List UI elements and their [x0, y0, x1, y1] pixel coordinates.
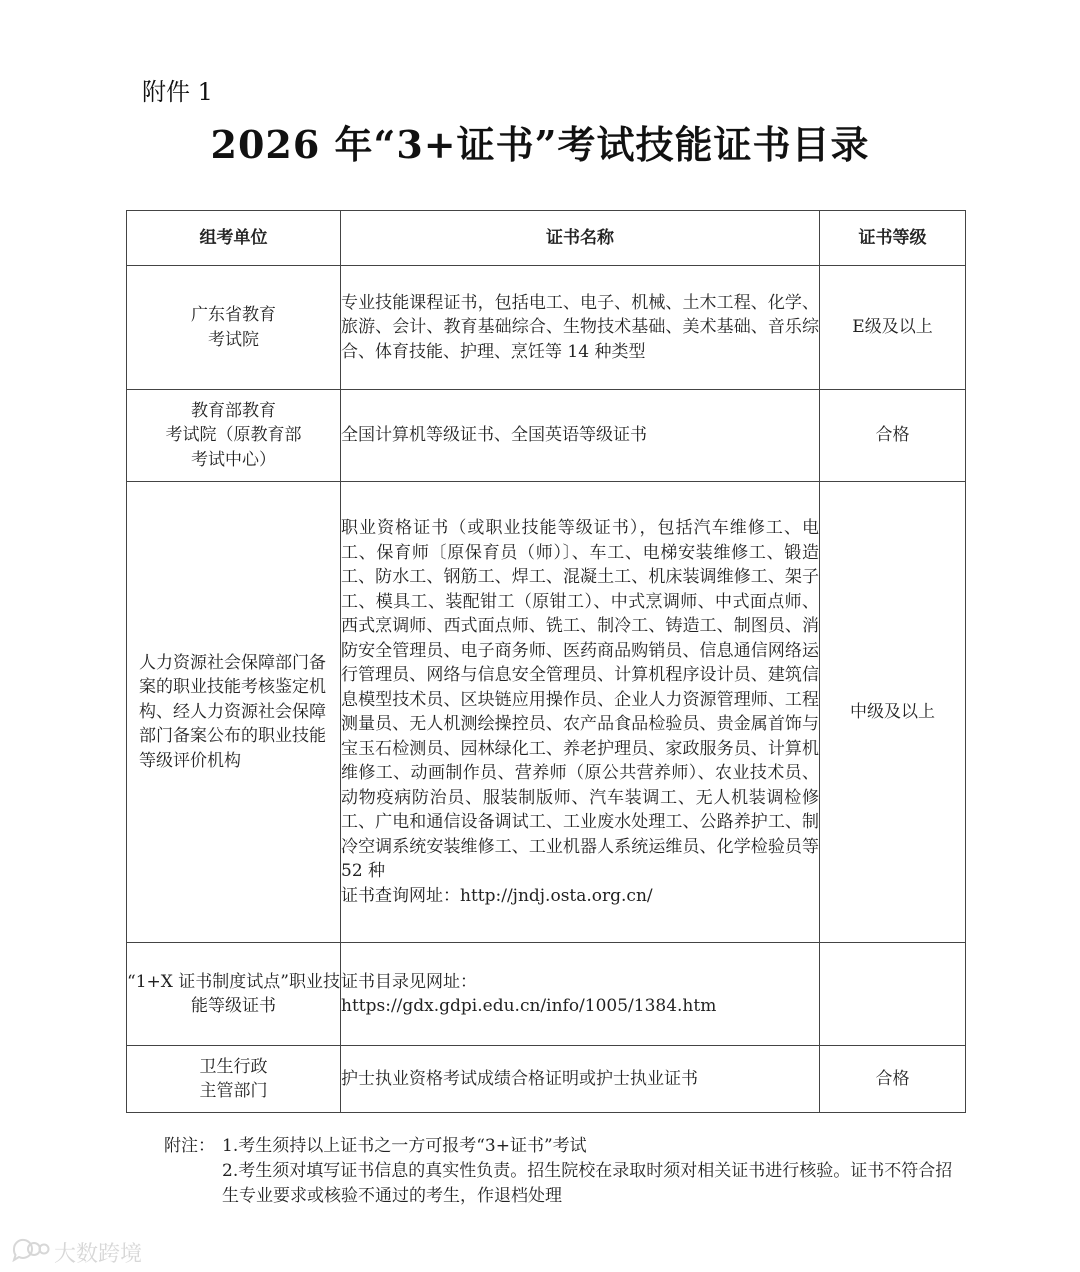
- unit-cell: 人力资源社会保障部门备案的职业技能考核鉴定机构、经人力资源社会保障部门备案公布的职业技能等级评价机构: [127, 482, 341, 943]
- certificate-name-cell: 全国计算机等级证书、全国英语等级证书: [341, 390, 820, 482]
- unit-cell: “1+X 证书制度试点”职业技能等级证书: [127, 943, 341, 1046]
- column-header-unit: 组考单位: [127, 211, 341, 266]
- table-row: [127, 390, 966, 482]
- note-item: [164, 1159, 954, 1209]
- note-text: 2.考生须对填写证书信息的真实性负责。招生院校在录取时须对相关证书进行核验。证书不符合招生专业要求或核验不通过的考生，作退档处理: [222, 1161, 953, 1206]
- notes-section: [164, 1134, 954, 1209]
- column-header-name: 证书名称: [341, 211, 820, 266]
- certificate-name-cell: 护士执业资格考试成绩合格证明或护士执业证书: [341, 1046, 820, 1113]
- certificate-list-text: 职业资格证书（或职业技能等级证书），包括汽车维修工、电工、保育师〔原保育员（师）〕、车工、电梯安装维修工、锻造工、防水工、钢筋工、焊工、混凝土工、机床装调维修工、架子工、模具工、装配钳工（原钳工）、中式烹调师、中式面点师、西式烹调师、西式面点师、铣工、制冷工、铸造工、制图员、消防安全管理员、电子商务师、医药商品购销员、信息通信网络运行管理员、网络与信息安全管理员、计算机程序设计员、建筑信息模型技术员、区块链应用操作员、企业人力资源管理师、工程测量员、无人机测绘操控员、农产品食品检验员、贵金属首饰与宝玉石检测员、园林绿化工、养老护理员、家政服务员、计算机维修工、动画制作员、营养师（原公共营养师）、农业技术员、动物疫病防治员、服装制版师、汽车装调工、无人机装调检修工、广电和通信设备调试工、工业废水处理工、公路养护工、制冷空调系统安装维修工、工业机器人系统运维员、化学检验员等52 种: [341, 518, 819, 881]
- table-row: [127, 482, 966, 943]
- certificate-table: [126, 210, 966, 1113]
- table-row: [127, 943, 966, 1046]
- level-cell: E级及以上: [820, 266, 966, 390]
- level-cell: 中级及以上: [820, 482, 966, 943]
- certificate-query-url: 证书查询网址：http://jndj.osta.org.cn/: [341, 885, 653, 906]
- column-header-level: 证书等级: [820, 211, 966, 266]
- table-row: [127, 266, 966, 390]
- page-title: 2026 年“3+证书”考试技能证书目录: [210, 122, 870, 167]
- unit-cell: 广东省教育 考试院: [127, 266, 341, 390]
- level-cell: 合格: [820, 1046, 966, 1113]
- catalog-url-label: 证书目录见网址：: [341, 971, 477, 992]
- note-text: 1.考生须持以上证书之一方可报考“3+证书”考试: [222, 1136, 587, 1156]
- certificate-name-cell: 专业技能课程证书，包括电工、电子、机械、土木工程、化学、旅游、会计、教育基础综合、生物技术基础、美术基础、音乐综合、体育技能、护理、烹饪等 14 种类型: [341, 266, 820, 390]
- notes-label: 附注：: [164, 1136, 215, 1156]
- certificate-name-cell: [341, 943, 820, 1046]
- level-cell: [820, 943, 966, 1046]
- attachment-label: 附件 1: [142, 78, 213, 106]
- table-header-row: [127, 211, 966, 266]
- certificate-name-cell: [341, 482, 820, 943]
- catalog-url: https://gdx.gdpi.edu.cn/info/1005/1384.htm: [341, 996, 717, 1016]
- note-item: [164, 1134, 954, 1159]
- watermark: [10, 1236, 142, 1268]
- chat-bubble-icon: [10, 1236, 50, 1268]
- unit-cell: 卫生行政 主管部门: [127, 1046, 341, 1113]
- unit-cell: 教育部教育 考试院（原教育部 考试中心）: [127, 390, 341, 482]
- table-row: [127, 1046, 966, 1113]
- watermark-text: 大数跨境: [54, 1241, 143, 1267]
- level-cell: 合格: [820, 390, 966, 482]
